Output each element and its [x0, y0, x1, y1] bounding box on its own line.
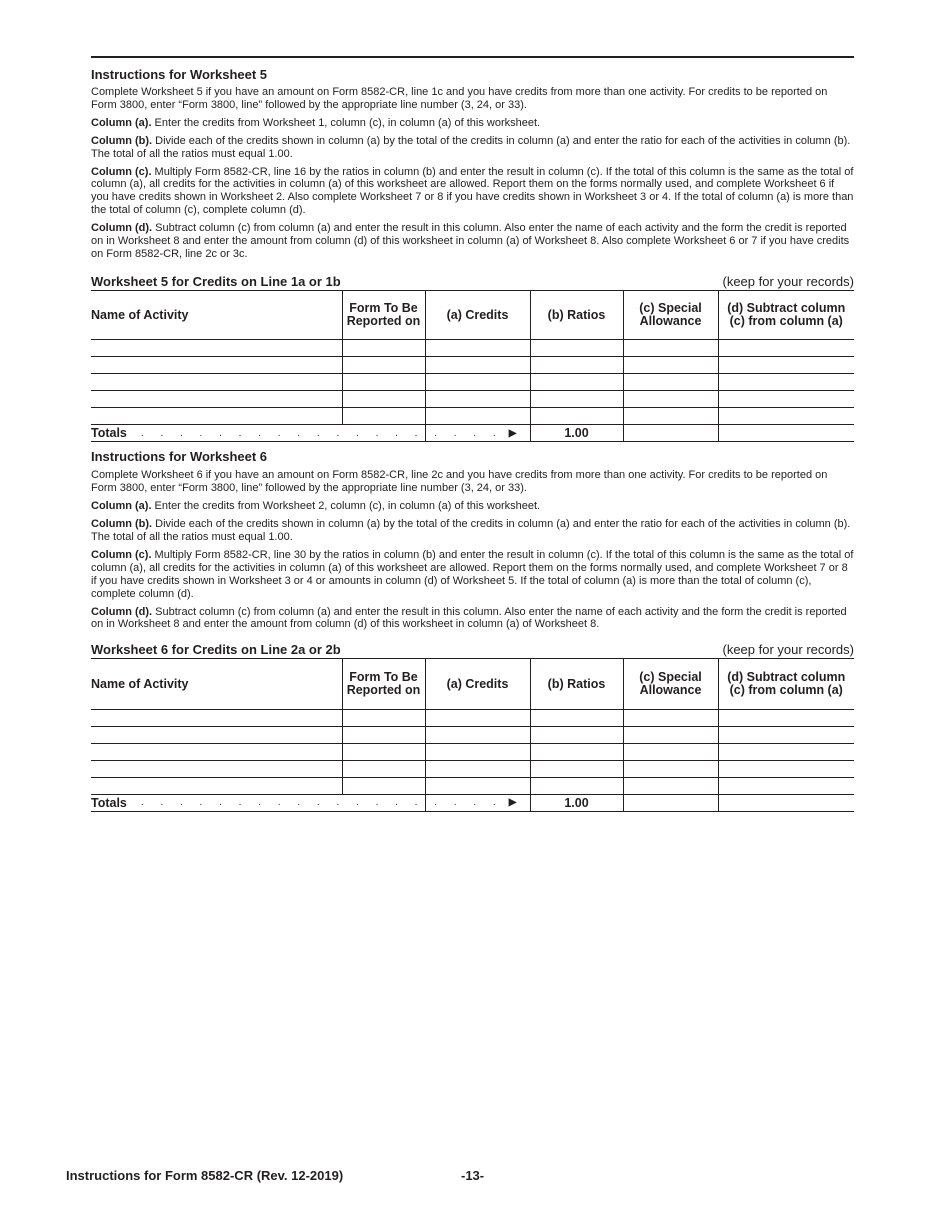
- ws5-column-d-paragraph: [91, 222, 854, 261]
- special-allowance-cell[interactable]: [623, 408, 718, 425]
- ws6-header-row: [91, 659, 854, 709]
- ws5-title: Worksheet 5 for Credits on Line 1a or 1b: [91, 273, 341, 289]
- form-cell[interactable]: [342, 760, 425, 777]
- table-row: [91, 408, 854, 425]
- header-name-of-activity: Name of Activity: [91, 291, 342, 340]
- column-text: Enter the credits from Worksheet 2, column (c), in column (a) of this worksheet.: [151, 500, 541, 513]
- page-content: [91, 56, 854, 812]
- ratios-cell[interactable]: [530, 408, 623, 425]
- ratios-cell[interactable]: [530, 777, 623, 794]
- subtract-cell[interactable]: [718, 391, 854, 408]
- credits-cell[interactable]: [425, 743, 530, 760]
- totals-subtract-cell[interactable]: [718, 794, 854, 811]
- credits-cell[interactable]: [425, 357, 530, 374]
- ws6-totals-row: [91, 794, 854, 811]
- header-subtract: (d) Subtract column (c) from column (a): [718, 659, 854, 709]
- leader-dots: . . . . . . . . . . . . . . . . . . .: [140, 797, 503, 809]
- ws5-intro-paragraph: Complete Worksheet 5 if you have an amount on Form 8582-CR, line 1c and you have credits from more than one activity. For credits to be reported on Form 3800, enter “Form 3800, line” followed by the appropriate line number (3, 24, or 33).: [91, 86, 828, 111]
- credits-cell[interactable]: [425, 709, 530, 726]
- subtract-cell[interactable]: [718, 408, 854, 425]
- table-row: [91, 709, 854, 726]
- column-text: Subtract column (c) from column (a) and enter the result in this column. Also enter the name of each activity and the form the credit is reported on in Worksheet 8 and enter the amount from column (d) of this worksheet in column (a) of Worksheet 8. Also complete Worksheet 6 or 7 if you have credits on Form 8582-CR, line 2c or 3c.: [91, 222, 850, 260]
- header-ratios: (b) Ratios: [530, 659, 623, 709]
- ratios-cell[interactable]: [530, 391, 623, 408]
- subtract-cell[interactable]: [718, 760, 854, 777]
- ws6-instructions-heading: Instructions for Worksheet 6: [91, 449, 268, 465]
- form-cell[interactable]: [342, 777, 425, 794]
- activity-name-cell[interactable]: [91, 340, 342, 357]
- subtract-cell[interactable]: [718, 357, 854, 374]
- totals-label: Totals: [91, 426, 127, 441]
- header-name-of-activity: Name of Activity: [91, 659, 342, 709]
- table-row: [91, 743, 854, 760]
- credits-cell[interactable]: [425, 340, 530, 357]
- ws5-header-row: [91, 291, 854, 340]
- ratios-cell[interactable]: [530, 760, 623, 777]
- column-label: Column (a).: [91, 500, 152, 513]
- table-row: [91, 777, 854, 794]
- header-special-allowance: (c) Special Allowance: [623, 659, 718, 709]
- subtract-cell[interactable]: [718, 777, 854, 794]
- special-allowance-cell[interactable]: [623, 357, 718, 374]
- table-row: [91, 357, 854, 374]
- special-allowance-cell[interactable]: [623, 743, 718, 760]
- column-label: Column (b).: [91, 518, 153, 531]
- column-text: Multiply Form 8582-CR, line 30 by the ratios in column (b) and enter the result in column (c). If the total of this column is the same as the total of column (a), all credits for the activities in column (a) of this worksheet are allowed. Report them on the forms normally used, and complete Worksheet 7 or 8 if you have credits shown in Worksheet 3 or 4 or amounts in column (d) of Worksheet 5. If the total of column (a) is more than the total of column (c), complete column (d).: [91, 548, 854, 600]
- footer-form-label: Instructions for Form 8582-CR (Rev. 12-2019): [66, 1168, 344, 1183]
- column-label: Column (d).: [91, 222, 153, 235]
- ratios-cell[interactable]: [530, 726, 623, 743]
- special-allowance-cell[interactable]: [623, 391, 718, 408]
- table-row: [91, 340, 854, 357]
- page-number: -13-: [461, 1168, 485, 1183]
- ratios-cell[interactable]: [530, 743, 623, 760]
- header-form-to-be-reported: Form To Be Reported on: [342, 659, 425, 709]
- ws6-column-b-paragraph: [91, 518, 854, 544]
- ws5-column-a-paragraph: [91, 117, 854, 130]
- totals-special-allowance-cell[interactable]: [623, 425, 718, 442]
- header-subtract: (d) Subtract column (c) from column (a): [718, 291, 854, 340]
- subtract-cell[interactable]: [718, 709, 854, 726]
- form-cell[interactable]: [342, 391, 425, 408]
- ws6-column-d-paragraph: [91, 606, 854, 632]
- totals-label: Totals: [91, 795, 127, 810]
- ws6-column-a-paragraph: [91, 500, 854, 513]
- top-rule: [91, 56, 854, 58]
- ws6-column-c-paragraph: [91, 549, 854, 601]
- ws6-keep-note: (keep for your records): [722, 642, 854, 658]
- form-cell[interactable]: [342, 743, 425, 760]
- arrow-right-icon: ▶: [508, 797, 517, 809]
- ws5-column-b-paragraph: [91, 135, 854, 161]
- special-allowance-cell[interactable]: [623, 726, 718, 743]
- activity-name-cell[interactable]: [91, 357, 342, 374]
- credits-cell[interactable]: [425, 777, 530, 794]
- ws5-table: [91, 291, 854, 443]
- ratios-cell[interactable]: [530, 709, 623, 726]
- header-ratios: (b) Ratios: [530, 291, 623, 340]
- column-text: Divide each of the credits shown in column (a) by the total of the credits in column (a) and enter the ratio for each of the activities in column (b). The total of all the ratios must equal 1.00.: [91, 134, 851, 160]
- activity-name-cell[interactable]: [91, 391, 342, 408]
- table-row: [91, 726, 854, 743]
- ws5-title-row: [91, 274, 854, 291]
- subtract-cell[interactable]: [718, 726, 854, 743]
- form-cell[interactable]: [342, 374, 425, 391]
- ws5-instructions-heading: Instructions for Worksheet 5: [91, 67, 268, 82]
- ws6-intro-paragraph: Complete Worksheet 6 if you have an amount on Form 8582-CR, line 2c and you have credits from more than one activity. For credits to be reported on Form 3800, enter “Form 3800, line” followed by the appropriate line number (3, 24, or 33).: [91, 469, 828, 495]
- totals-ratio: 1.00: [530, 794, 623, 811]
- column-label: Column (d).: [91, 605, 153, 618]
- arrow-right-icon: ▶: [508, 427, 517, 439]
- activity-name-cell[interactable]: [91, 726, 342, 743]
- header-credits: (a) Credits: [425, 659, 530, 709]
- special-allowance-cell[interactable]: [623, 374, 718, 391]
- table-row: [91, 760, 854, 777]
- totals-special-allowance-cell[interactable]: [623, 794, 718, 811]
- column-text: Multiply Form 8582-CR, line 16 by the ratios in column (b) and enter the result in column (c). If the total of this column is the same as the total of column (a), all credits for the activities in column (a) of this worksheet are allowed. Report them on the forms normally used, and complete Worksheet 6 if you have credits shown in Worksheet 2. Also complete Worksheet 7 or 8 if you have credits shown in Worksheet 3 or 4. If the total of column (a) is more than the total of column (c), complete column (d).: [91, 165, 854, 217]
- subtract-cell[interactable]: [718, 340, 854, 357]
- special-allowance-cell[interactable]: [623, 760, 718, 777]
- column-text: Subtract column (c) from column (a) and enter the result in this column. Also enter the name of each activity and the form the credit is reported on in Worksheet 8 and enter the amount from column (d) of this worksheet in column (a) of Worksheet 8.: [91, 605, 847, 631]
- special-allowance-cell[interactable]: [623, 709, 718, 726]
- special-allowance-cell[interactable]: [623, 340, 718, 357]
- credits-cell[interactable]: [425, 408, 530, 425]
- credits-cell[interactable]: [425, 726, 530, 743]
- ratios-cell[interactable]: [530, 340, 623, 357]
- column-text: Enter the credits from Worksheet 1, column (c), in column (a) of this worksheet.: [151, 116, 541, 129]
- header-form-to-be-reported: Form To Be Reported on: [342, 291, 425, 340]
- ws6-table: [91, 659, 854, 812]
- ratios-cell[interactable]: [530, 357, 623, 374]
- form-cell[interactable]: [342, 709, 425, 726]
- ws6-title: Worksheet 6 for Credits on Line 2a or 2b: [91, 642, 341, 658]
- totals-label-cell: [91, 425, 517, 442]
- form-cell[interactable]: [342, 726, 425, 743]
- subtract-cell[interactable]: [718, 743, 854, 760]
- special-allowance-cell[interactable]: [623, 777, 718, 794]
- totals-label-cell: [91, 794, 517, 811]
- leader-dots: . . . . . . . . . . . . . . . . . . .: [140, 427, 503, 439]
- ws5-keep-note: (keep for your records): [722, 273, 854, 289]
- activity-name-cell[interactable]: [91, 743, 342, 760]
- form-cell[interactable]: [342, 340, 425, 357]
- credits-cell[interactable]: [425, 374, 530, 391]
- credits-cell[interactable]: [425, 760, 530, 777]
- table-row: [91, 391, 854, 408]
- table-row: [91, 374, 854, 391]
- column-label: Column (a).: [91, 116, 152, 129]
- totals-ratio: 1.00: [530, 425, 623, 442]
- activity-name-cell[interactable]: [91, 374, 342, 391]
- form-cell[interactable]: [342, 357, 425, 374]
- activity-name-cell[interactable]: [91, 777, 342, 794]
- form-cell[interactable]: [342, 408, 425, 425]
- credits-cell[interactable]: [425, 391, 530, 408]
- column-text: Divide each of the credits shown in column (a) by the total of the credits in column (a) and enter the ratio for each of the activities in column (b). The total of all the ratios must equal 1.00.: [91, 518, 851, 543]
- subtract-cell[interactable]: [718, 374, 854, 391]
- activity-name-cell[interactable]: [91, 760, 342, 777]
- column-label: Column (b).: [91, 134, 153, 147]
- totals-subtract-cell[interactable]: [718, 425, 854, 442]
- ws6-title-row: [91, 642, 854, 659]
- activity-name-cell[interactable]: [91, 709, 342, 726]
- activity-name-cell[interactable]: [91, 408, 342, 425]
- column-label: Column (c).: [91, 548, 152, 561]
- ws5-totals-row: [91, 425, 854, 442]
- ws5-column-c-paragraph: [91, 166, 854, 218]
- column-label: Column (c).: [91, 165, 152, 178]
- header-special-allowance: (c) Special Allowance: [623, 291, 718, 340]
- ratios-cell[interactable]: [530, 374, 623, 391]
- header-credits: (a) Credits: [425, 291, 530, 340]
